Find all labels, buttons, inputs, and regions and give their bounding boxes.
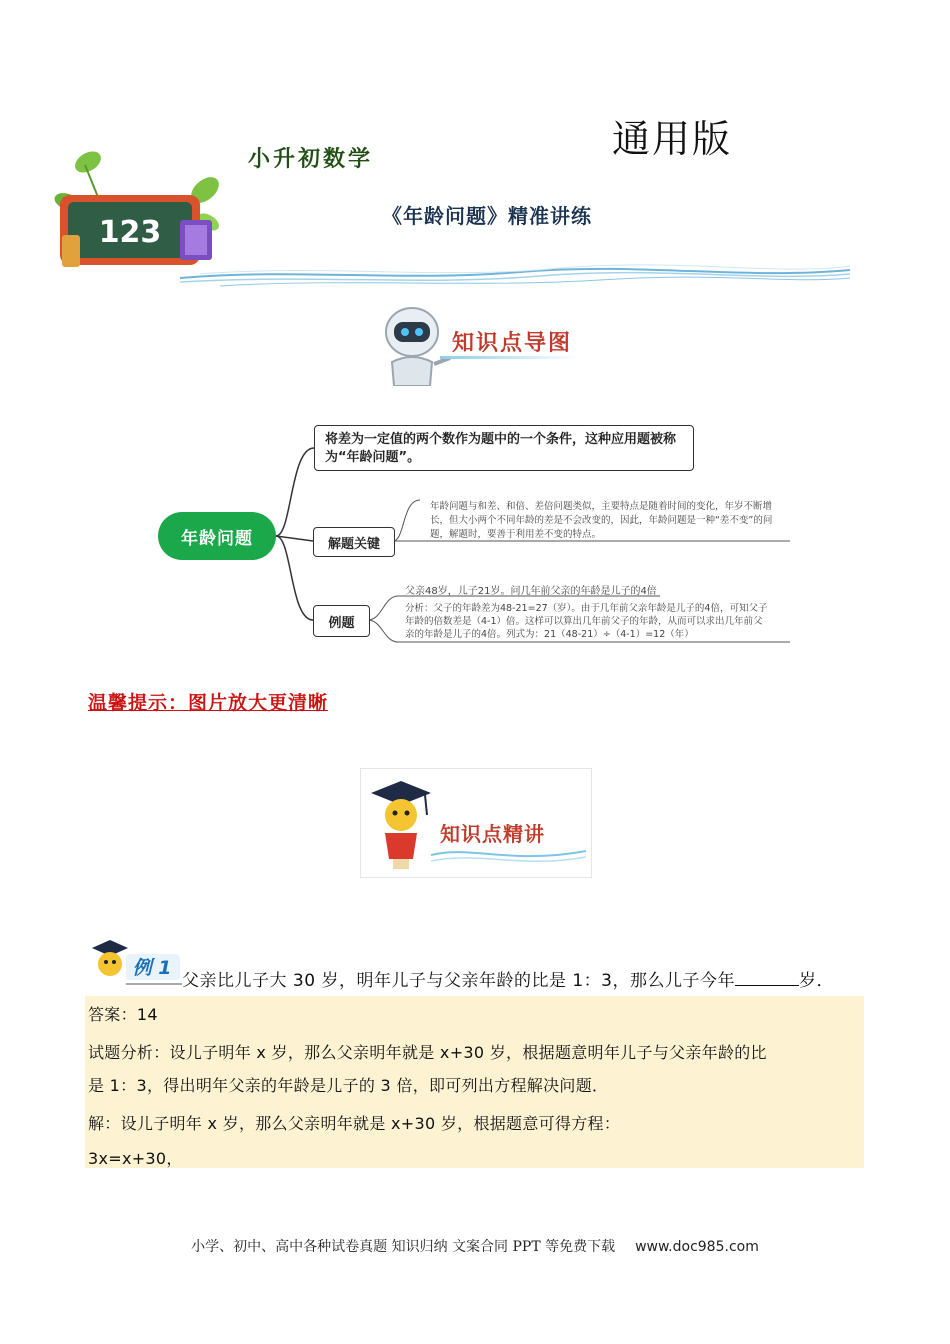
- subject-title: 小升初数学: [248, 147, 374, 172]
- analysis-line-1: 试题分析：设儿子明年 x 岁，那么父亲明年就是 x+30 岁，根据题意明年儿子与父亲年龄的比: [88, 1043, 767, 1062]
- analysis-line-2: 是 1：3，得出明年父亲的年龄是儿子的 3 倍，即可列出方程解决问题．: [88, 1076, 609, 1095]
- mindmap-example-analysis: 分析：父子的年龄差为48-21=27（岁）。由于几年前父亲年龄是儿子的4倍，可知父子年龄的倍数差是（4-1）倍。这样可以算出几年前父子的年龄，从而可以求出几年前父亲的年龄是儿子的4倍。列式为：21（48-21）÷（4-1）=12（年）: [405, 603, 768, 640]
- footer: [0, 1236, 950, 1256]
- mindmap-definition: 将差为一定值的两个数作为题中的一个条件，这种应用题被称为“年龄问题”。: [314, 425, 694, 471]
- footer-url[interactable]: www.doc985.com: [635, 1239, 759, 1255]
- section-title-lecture: 知识点精讲: [440, 822, 545, 846]
- section-title-mindmap: 知识点导图: [452, 331, 573, 356]
- mindmap-key-label: 解题关键: [313, 527, 395, 557]
- solution-line: 解：设儿子明年 x 岁，那么父亲明年就是 x+30 岁，根据题意可得方程：: [88, 1114, 621, 1133]
- mindmap-example-label: 例题: [313, 605, 370, 637]
- topic-title: 《年龄问题》精准讲练: [382, 204, 592, 228]
- answer-line: 答案：14: [88, 1005, 158, 1024]
- example-question-end: 岁．: [798, 971, 834, 991]
- example-question: [182, 966, 834, 991]
- mindmap-example-question: 父亲48岁，儿子21岁。问几年前父亲的年龄是儿子的4倍: [405, 586, 657, 597]
- mindmap-root: 年龄问题: [158, 512, 276, 560]
- answer-box: [85, 996, 864, 1168]
- equation-line: 3x=x+30，: [88, 1149, 183, 1168]
- footer-text: 小学、初中、高中各种试卷真题 知识归纳 文案合同 PPT 等免费下载: [191, 1239, 616, 1255]
- example-badge: [90, 938, 182, 986]
- graduate-icon: [365, 775, 435, 871]
- tip-text: 温馨提示：图片放大更清晰: [88, 692, 329, 714]
- example-question-text: 父亲比儿子大 30 岁，明年儿子与父亲年龄的比是 1：3，那么儿子今年: [182, 971, 735, 991]
- example-badge-label: 例 1: [132, 957, 172, 979]
- edition-label: 通用版: [612, 117, 733, 161]
- mindmap-key-text: 年龄问题与和差、和倍、差倍问题类似，主要特点是随着时间的变化，年岁不断增长，但大小两个不同年龄的差是不会改变的，因此，年龄问题是一种“差不变”的问题，解题时，要善于利用差不变的特点。: [430, 501, 773, 540]
- answer-blank: [735, 969, 799, 986]
- board-number: 123: [98, 215, 162, 250]
